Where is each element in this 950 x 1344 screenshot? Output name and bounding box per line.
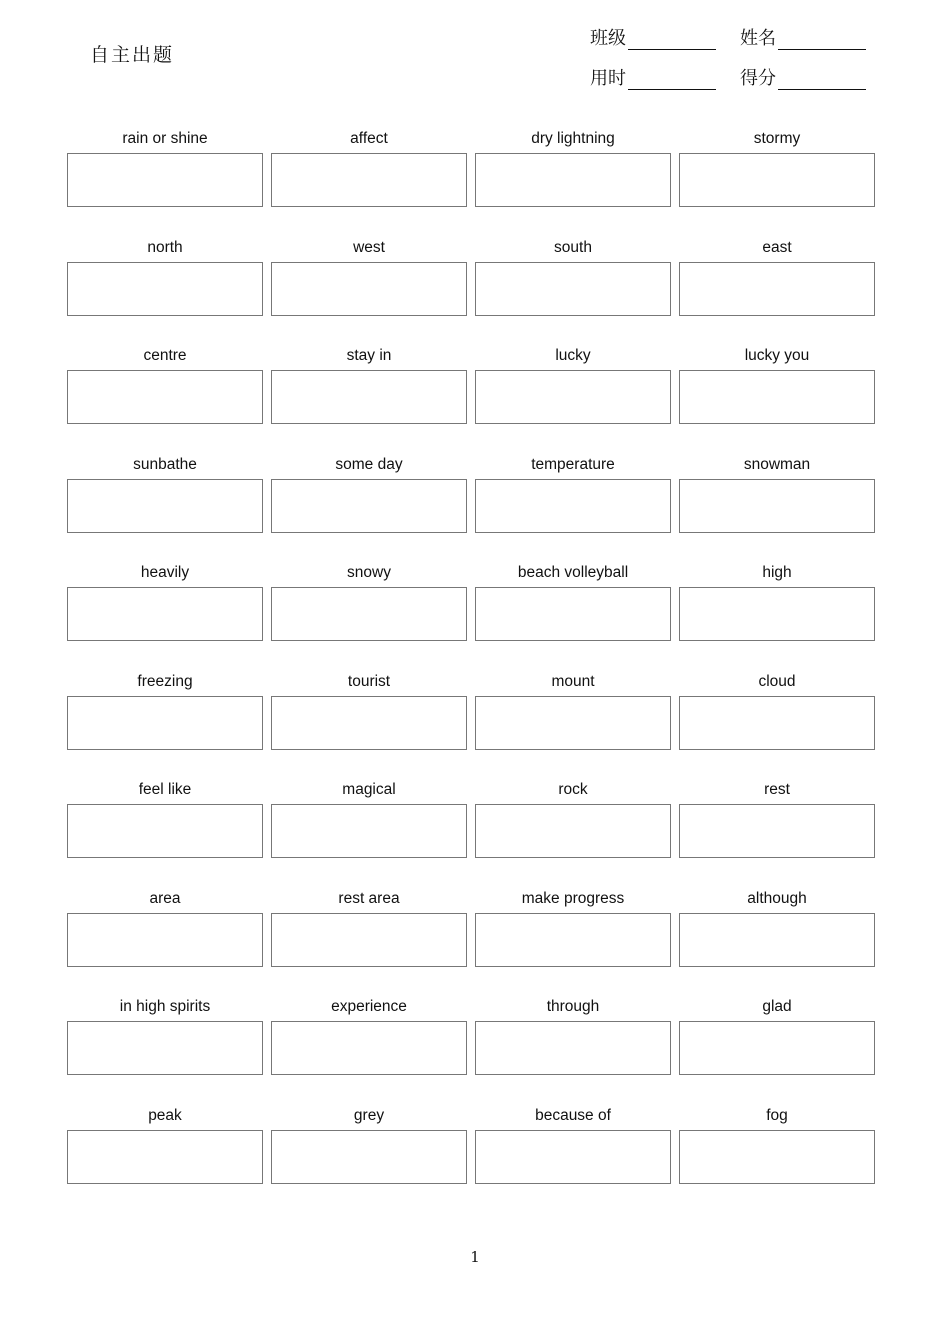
- word-label: snowman: [743, 455, 811, 473]
- word-label: heavily: [140, 564, 190, 581]
- worksheet-title: 自主出题: [90, 44, 175, 66]
- word-cell: [67, 345, 263, 454]
- answer-box[interactable]: [475, 153, 671, 207]
- word-cell: [271, 888, 467, 997]
- word-cell: [679, 888, 875, 997]
- answer-box[interactable]: [271, 153, 467, 207]
- word-label: west: [353, 238, 385, 256]
- answer-box[interactable]: [271, 804, 467, 858]
- word-label: mount: [551, 672, 595, 690]
- word-label: grey: [353, 1106, 385, 1124]
- word-label: north: [147, 238, 183, 256]
- answer-box[interactable]: [271, 913, 467, 967]
- word-label: lucky you: [744, 347, 810, 364]
- answer-box[interactable]: [67, 913, 263, 967]
- word-cell: [271, 562, 467, 671]
- word-cell: [679, 237, 875, 346]
- word-label: affect: [350, 130, 388, 147]
- word-label: stay in: [346, 347, 392, 364]
- word-label: east: [762, 238, 792, 256]
- word-label: rain or shine: [122, 130, 208, 147]
- answer-box[interactable]: [679, 153, 875, 207]
- word-cell: [67, 237, 263, 346]
- word-label: glad: [762, 998, 792, 1015]
- word-cell: [679, 562, 875, 671]
- word-cell: [679, 779, 875, 888]
- answer-box[interactable]: [67, 587, 263, 641]
- word-cell: [271, 779, 467, 888]
- answer-box[interactable]: [475, 370, 671, 424]
- answer-box[interactable]: [67, 1021, 263, 1075]
- answer-box[interactable]: [475, 1130, 671, 1184]
- answer-box[interactable]: [67, 1130, 263, 1184]
- class-field: [590, 24, 716, 50]
- word-label: area: [149, 889, 181, 907]
- page-number: 1: [470, 1248, 480, 1266]
- word-cell: [475, 454, 671, 563]
- answer-box[interactable]: [271, 479, 467, 533]
- score-label: 得分: [740, 68, 776, 89]
- word-cell: [475, 671, 671, 780]
- score-field: [740, 64, 866, 90]
- word-cell: [67, 671, 263, 780]
- word-label: peak: [148, 1106, 182, 1124]
- answer-box[interactable]: [271, 262, 467, 316]
- answer-box[interactable]: [679, 804, 875, 858]
- answer-box[interactable]: [679, 696, 875, 750]
- word-cell: [475, 996, 671, 1105]
- time-field: [590, 64, 716, 90]
- score-blank[interactable]: [778, 71, 866, 90]
- answer-box[interactable]: [679, 370, 875, 424]
- time-label: 用时: [590, 68, 626, 89]
- word-cell: [475, 562, 671, 671]
- answer-box[interactable]: [475, 804, 671, 858]
- word-cell: [67, 562, 263, 671]
- word-cell: [67, 454, 263, 563]
- answer-box[interactable]: [271, 1130, 467, 1184]
- word-grid: [67, 128, 875, 1213]
- answer-box[interactable]: [679, 1130, 875, 1184]
- word-cell: [679, 671, 875, 780]
- word-label: some day: [335, 455, 403, 473]
- word-cell: [475, 888, 671, 997]
- word-cell: [475, 1105, 671, 1214]
- answer-box[interactable]: [271, 1021, 467, 1075]
- word-cell: [679, 128, 875, 237]
- answer-box[interactable]: [67, 153, 263, 207]
- time-blank[interactable]: [628, 71, 716, 90]
- word-cell: [679, 454, 875, 563]
- word-label: rest: [764, 781, 790, 798]
- word-label: through: [546, 998, 600, 1015]
- word-cell: [271, 345, 467, 454]
- word-label: although: [747, 889, 807, 907]
- word-label: rock: [558, 781, 588, 798]
- word-label: fog: [766, 1106, 788, 1124]
- word-cell: [271, 237, 467, 346]
- word-cell: [679, 1105, 875, 1214]
- word-cell: [67, 996, 263, 1105]
- answer-box[interactable]: [67, 696, 263, 750]
- word-cell: [67, 779, 263, 888]
- word-cell: [271, 454, 467, 563]
- word-cell: [475, 237, 671, 346]
- word-label: sunbathe: [133, 455, 197, 473]
- word-label: lucky: [555, 347, 591, 364]
- name-field: [740, 24, 866, 50]
- word-label: high: [762, 564, 792, 581]
- answer-box[interactable]: [679, 262, 875, 316]
- word-cell: [475, 345, 671, 454]
- word-label: freezing: [137, 672, 193, 690]
- answer-box[interactable]: [475, 913, 671, 967]
- word-label: make progress: [521, 889, 625, 907]
- answer-box[interactable]: [67, 370, 263, 424]
- word-label: because of: [535, 1106, 611, 1124]
- answer-box[interactable]: [475, 696, 671, 750]
- word-label: magical: [342, 781, 396, 798]
- answer-box[interactable]: [271, 696, 467, 750]
- word-cell: [271, 128, 467, 237]
- word-cell: [67, 888, 263, 997]
- word-cell: [475, 779, 671, 888]
- word-cell: [475, 128, 671, 237]
- answer-box[interactable]: [679, 1021, 875, 1075]
- word-label: cloud: [758, 672, 796, 690]
- name-label: 姓名: [740, 28, 776, 49]
- word-cell: [679, 345, 875, 454]
- word-label: beach volleyball: [517, 564, 629, 581]
- answer-box[interactable]: [271, 370, 467, 424]
- word-label: in high spirits: [119, 998, 211, 1015]
- answer-box[interactable]: [475, 1021, 671, 1075]
- word-cell: [67, 128, 263, 237]
- word-cell: [67, 1105, 263, 1214]
- word-cell: [271, 1105, 467, 1214]
- word-cell: [271, 671, 467, 780]
- answer-box[interactable]: [475, 587, 671, 641]
- answer-box[interactable]: [67, 804, 263, 858]
- answer-box[interactable]: [679, 479, 875, 533]
- word-label: dry lightning: [531, 130, 615, 147]
- word-cell: [679, 996, 875, 1105]
- word-label: temperature: [531, 455, 615, 473]
- name-blank[interactable]: [778, 31, 866, 50]
- answer-box[interactable]: [271, 587, 467, 641]
- word-label: stormy: [753, 130, 801, 147]
- class-blank[interactable]: [628, 31, 716, 50]
- word-label: south: [554, 238, 592, 256]
- word-label: rest area: [338, 889, 400, 907]
- word-label: snowy: [347, 564, 391, 581]
- answer-box[interactable]: [475, 262, 671, 316]
- answer-box[interactable]: [67, 262, 263, 316]
- word-label: tourist: [347, 672, 391, 690]
- answer-box[interactable]: [679, 913, 875, 967]
- answer-box[interactable]: [475, 479, 671, 533]
- answer-box[interactable]: [679, 587, 875, 641]
- word-label: centre: [143, 347, 187, 364]
- class-label: 班级: [590, 28, 626, 49]
- answer-box[interactable]: [67, 479, 263, 533]
- word-label: feel like: [138, 781, 192, 798]
- word-label: experience: [331, 998, 407, 1015]
- word-cell: [271, 996, 467, 1105]
